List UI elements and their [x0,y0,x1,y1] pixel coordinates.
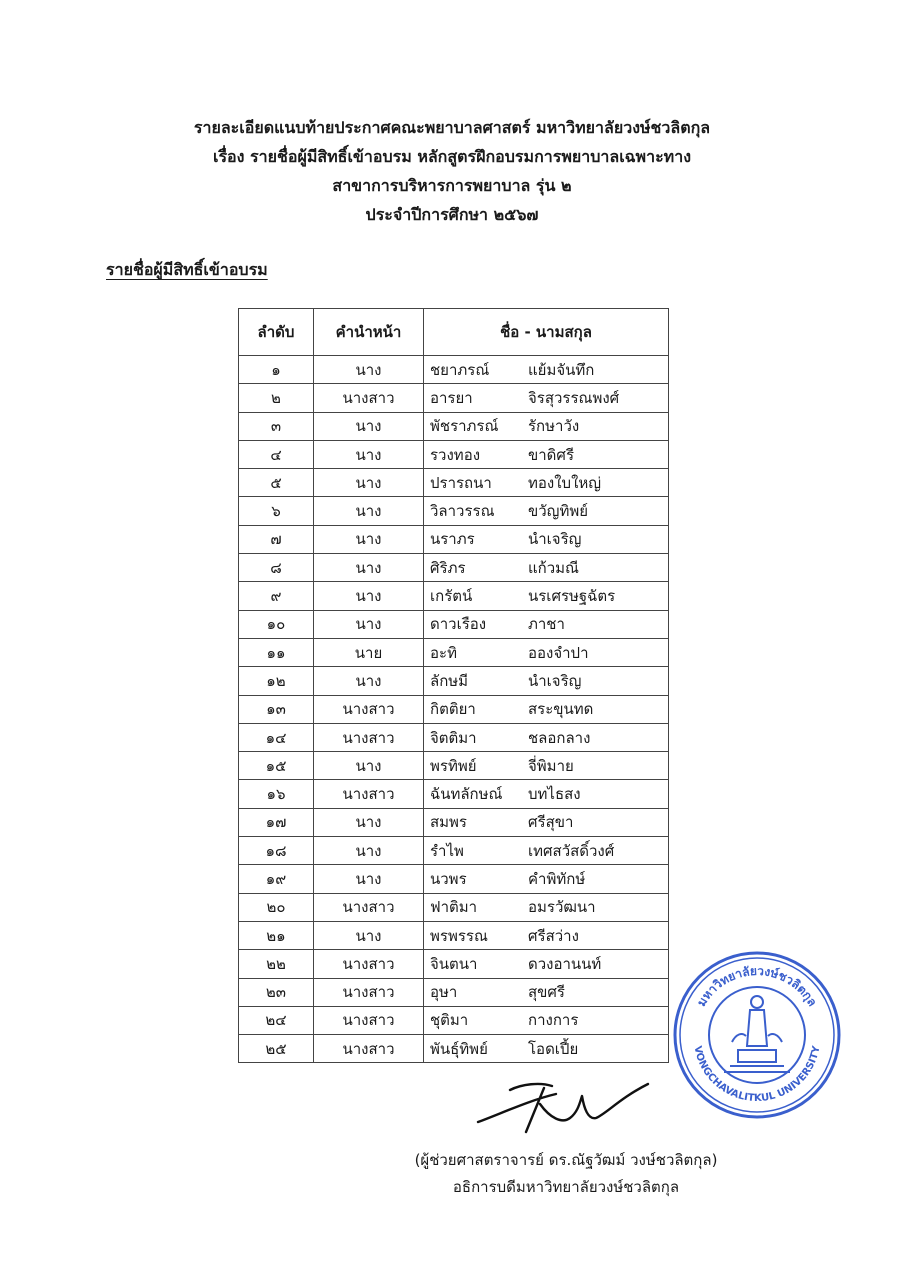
row-first-name: ฉันทลักษณ์ [430,785,503,804]
row-fullname [424,667,669,695]
row-last-name: สุขศรี [528,983,565,1002]
row-first-name: นราภร [430,530,475,549]
row-number: ๒๕ [239,1035,314,1063]
row-number: ๑๑ [239,638,314,666]
table-row [239,384,669,412]
row-fullname [424,695,669,723]
row-title: นาง [314,582,424,610]
row-last-name: ศรีสว่าง [528,926,579,945]
row-first-name: อุษา [430,983,458,1002]
table-row [239,1006,669,1034]
table-row [239,440,669,468]
document-header [0,113,904,229]
row-first-name: ฟาติมา [430,898,478,917]
row-number: ๒ [239,384,314,412]
row-number: ๒๒ [239,950,314,978]
table-row [239,497,669,525]
row-first-name: ศิริภร [430,558,466,577]
table-row [239,723,669,751]
row-last-name: แก้วมณี [528,558,579,577]
row-first-name: สมพร [430,813,467,832]
row-fullname [424,638,669,666]
table-row [239,412,669,440]
row-fullname [424,554,669,582]
table-header-row [239,309,669,356]
row-title: นางสาว [314,978,424,1006]
row-last-name: ชลอกลาง [528,728,591,747]
table-row [239,893,669,921]
row-fullname [424,723,669,751]
row-first-name: ชุติมา [430,1011,469,1030]
row-last-name: จิรสุวรรณพงศ์ [528,388,620,407]
row-title: นางสาว [314,950,424,978]
row-number: ๔ [239,440,314,468]
table-row [239,667,669,695]
row-title: นาง [314,610,424,638]
signatory-name: (ผู้ช่วยศาสตราจารย์ ดร.ณัฐวัฒม์ วงษ์ชวลิตกุล) [414,1151,718,1169]
row-number: ๑๒ [239,667,314,695]
section-title: รายชื่อผู้มีสิทธิ์เข้าอบรม [106,260,268,279]
row-first-name: พันธุ์ทิพย์ [430,1039,488,1058]
header-line-4: ประจำปีการศึกษา ๒๕๖๗ [365,205,539,224]
signatory-block [396,1147,736,1201]
row-first-name: พรพรรณ [430,926,488,945]
header-fullname: ชื่อ - นามสกุล [424,309,669,356]
row-last-name: แย้มจันทึก [528,360,595,379]
row-fullname [424,837,669,865]
row-number: ๑๙ [239,865,314,893]
row-title: นางสาว [314,1006,424,1034]
header-title: คำนำหน้า [314,309,424,356]
table-row [239,865,669,893]
row-title: นาง [314,865,424,893]
row-fullname [424,865,669,893]
row-title: นาง [314,440,424,468]
row-number: ๑๕ [239,752,314,780]
row-title: นาง [314,808,424,836]
table-row [239,582,669,610]
row-last-name: คำพิทักษ์ [528,869,586,888]
row-fullname [424,1035,669,1063]
row-first-name: จินตนา [430,954,478,973]
table-row [239,950,669,978]
row-number: ๒๔ [239,1006,314,1034]
row-number: ๑๘ [239,837,314,865]
row-last-name: อมรวัฒนา [528,898,596,917]
row-fullname [424,384,669,412]
header-line-3: สาขาการบริหารการพยาบาล รุ่น ๒ [332,176,572,195]
header-line-1: รายละเอียดแนบท้ายประกาศคณะพยาบาลศาสตร์ มหาวิทยาลัยวงษ์ชวลิตกุล [193,118,711,137]
row-number: ๓ [239,412,314,440]
row-title: นาง [314,497,424,525]
row-title: นาง [314,752,424,780]
row-fullname [424,808,669,836]
signatory-position: อธิการบดีมหาวิทยาลัยวงษ์ชวลิตกุล [452,1178,680,1196]
row-fullname [424,921,669,949]
row-first-name: ปรารถนา [430,473,492,492]
row-number: ๑ [239,356,314,384]
row-last-name: นำเจริญ [528,530,582,549]
row-first-name: กิตติยา [430,700,476,719]
row-first-name: ดาวเรือง [430,615,487,634]
table-row [239,808,669,836]
row-title: นาง [314,412,424,440]
row-title: นางสาว [314,384,424,412]
signature [470,1078,660,1138]
row-first-name: นวพร [430,869,467,888]
row-last-name: ขวัญทิพย์ [528,502,589,521]
row-number: ๒๑ [239,921,314,949]
row-first-name: ลักษมี [430,671,469,690]
header-no: ลำดับ [239,309,314,356]
row-first-name: ชยาภรณ์ [430,360,490,379]
row-first-name: จิตติมา [430,728,477,747]
row-title: นางสาว [314,780,424,808]
table-row [239,525,669,553]
table-row [239,554,669,582]
row-fullname [424,356,669,384]
svg-text:VONGCHAVALITKUL UNIVERSITY [692,1044,823,1104]
row-last-name: อองจำปา [528,643,589,662]
row-title: นางสาว [314,1035,424,1063]
row-fullname [424,780,669,808]
table-row [239,921,669,949]
row-fullname [424,950,669,978]
row-first-name: อะทิ [430,643,457,662]
row-first-name: รวงทอง [430,445,481,464]
row-fullname [424,412,669,440]
row-fullname [424,582,669,610]
row-last-name: ภาชา [528,615,565,634]
row-fullname [424,752,669,780]
row-fullname [424,497,669,525]
row-first-name: วิลาวรรณ [430,502,495,521]
row-number: ๗ [239,525,314,553]
table-row [239,837,669,865]
row-title: นาย [314,638,424,666]
table-row [239,780,669,808]
row-first-name: พัชราภรณ์ [430,417,499,436]
row-last-name: ดวงอานนท์ [528,954,602,973]
seal-text-top: มหาวิทยาลัยวงษ์ชวลิตกุล [694,963,820,1009]
header-line-2: เรื่อง รายชื่อผู้มีสิทธิ์เข้าอบรม หลักสูตรฝึกอบรมการพยาบาลเฉพาะทาง [212,147,692,166]
table-row [239,752,669,780]
row-last-name: นรเศรษฐฉัตร [528,587,616,606]
row-last-name: บทไธสง [528,785,581,804]
row-fullname [424,610,669,638]
table-row [239,978,669,1006]
row-last-name: กางการ [528,1011,579,1030]
row-first-name: รำไพ [430,841,464,860]
table-row [239,610,669,638]
university-seal [672,950,842,1120]
row-fullname [424,978,669,1006]
row-number: ๖ [239,497,314,525]
row-number: ๑๖ [239,780,314,808]
row-number: ๑๐ [239,610,314,638]
row-last-name: เทศสวัสดิ์วงศ์ [528,841,615,860]
table-row [239,356,669,384]
row-fullname [424,893,669,921]
row-title: นาง [314,921,424,949]
row-number: ๕ [239,469,314,497]
row-number: ๒๓ [239,978,314,1006]
row-first-name: เกรัตน์ [430,587,473,606]
row-number: ๘ [239,554,314,582]
table-row [239,469,669,497]
row-fullname [424,440,669,468]
row-fullname [424,525,669,553]
row-last-name: ศรีสุขา [528,813,574,832]
row-number: ๑๗ [239,808,314,836]
row-title: นาง [314,469,424,497]
row-title: นาง [314,837,424,865]
row-last-name: โอดเปี้ย [528,1039,579,1058]
row-title: นาง [314,667,424,695]
row-title: นางสาว [314,723,424,751]
row-last-name: ขาดิศรี [528,445,574,464]
row-title: นางสาว [314,893,424,921]
row-number: ๑๓ [239,695,314,723]
row-first-name: พรทิพย์ [430,756,477,775]
row-first-name: อารยา [430,388,473,407]
row-fullname [424,469,669,497]
table-row [239,638,669,666]
row-number: ๙ [239,582,314,610]
row-number: ๑๔ [239,723,314,751]
row-fullname [424,1006,669,1034]
row-title: นาง [314,356,424,384]
participants-table [238,308,669,1063]
row-number: ๒๐ [239,893,314,921]
row-title: นางสาว [314,695,424,723]
table-row [239,695,669,723]
row-last-name: จี่พิมาย [528,756,574,775]
row-last-name: รักษาวัง [528,417,580,436]
table-body [239,356,669,1063]
row-last-name: นำเจริญ [528,671,582,690]
row-last-name: ทองใบใหญ่ [528,473,602,492]
row-title: นาง [314,554,424,582]
table-row [239,1035,669,1063]
seal-text-bottom: VONGCHAVALITKUL UNIVERSITY [691,1045,823,1105]
row-last-name: สระขุนทด [528,700,594,719]
row-title: นาง [314,525,424,553]
